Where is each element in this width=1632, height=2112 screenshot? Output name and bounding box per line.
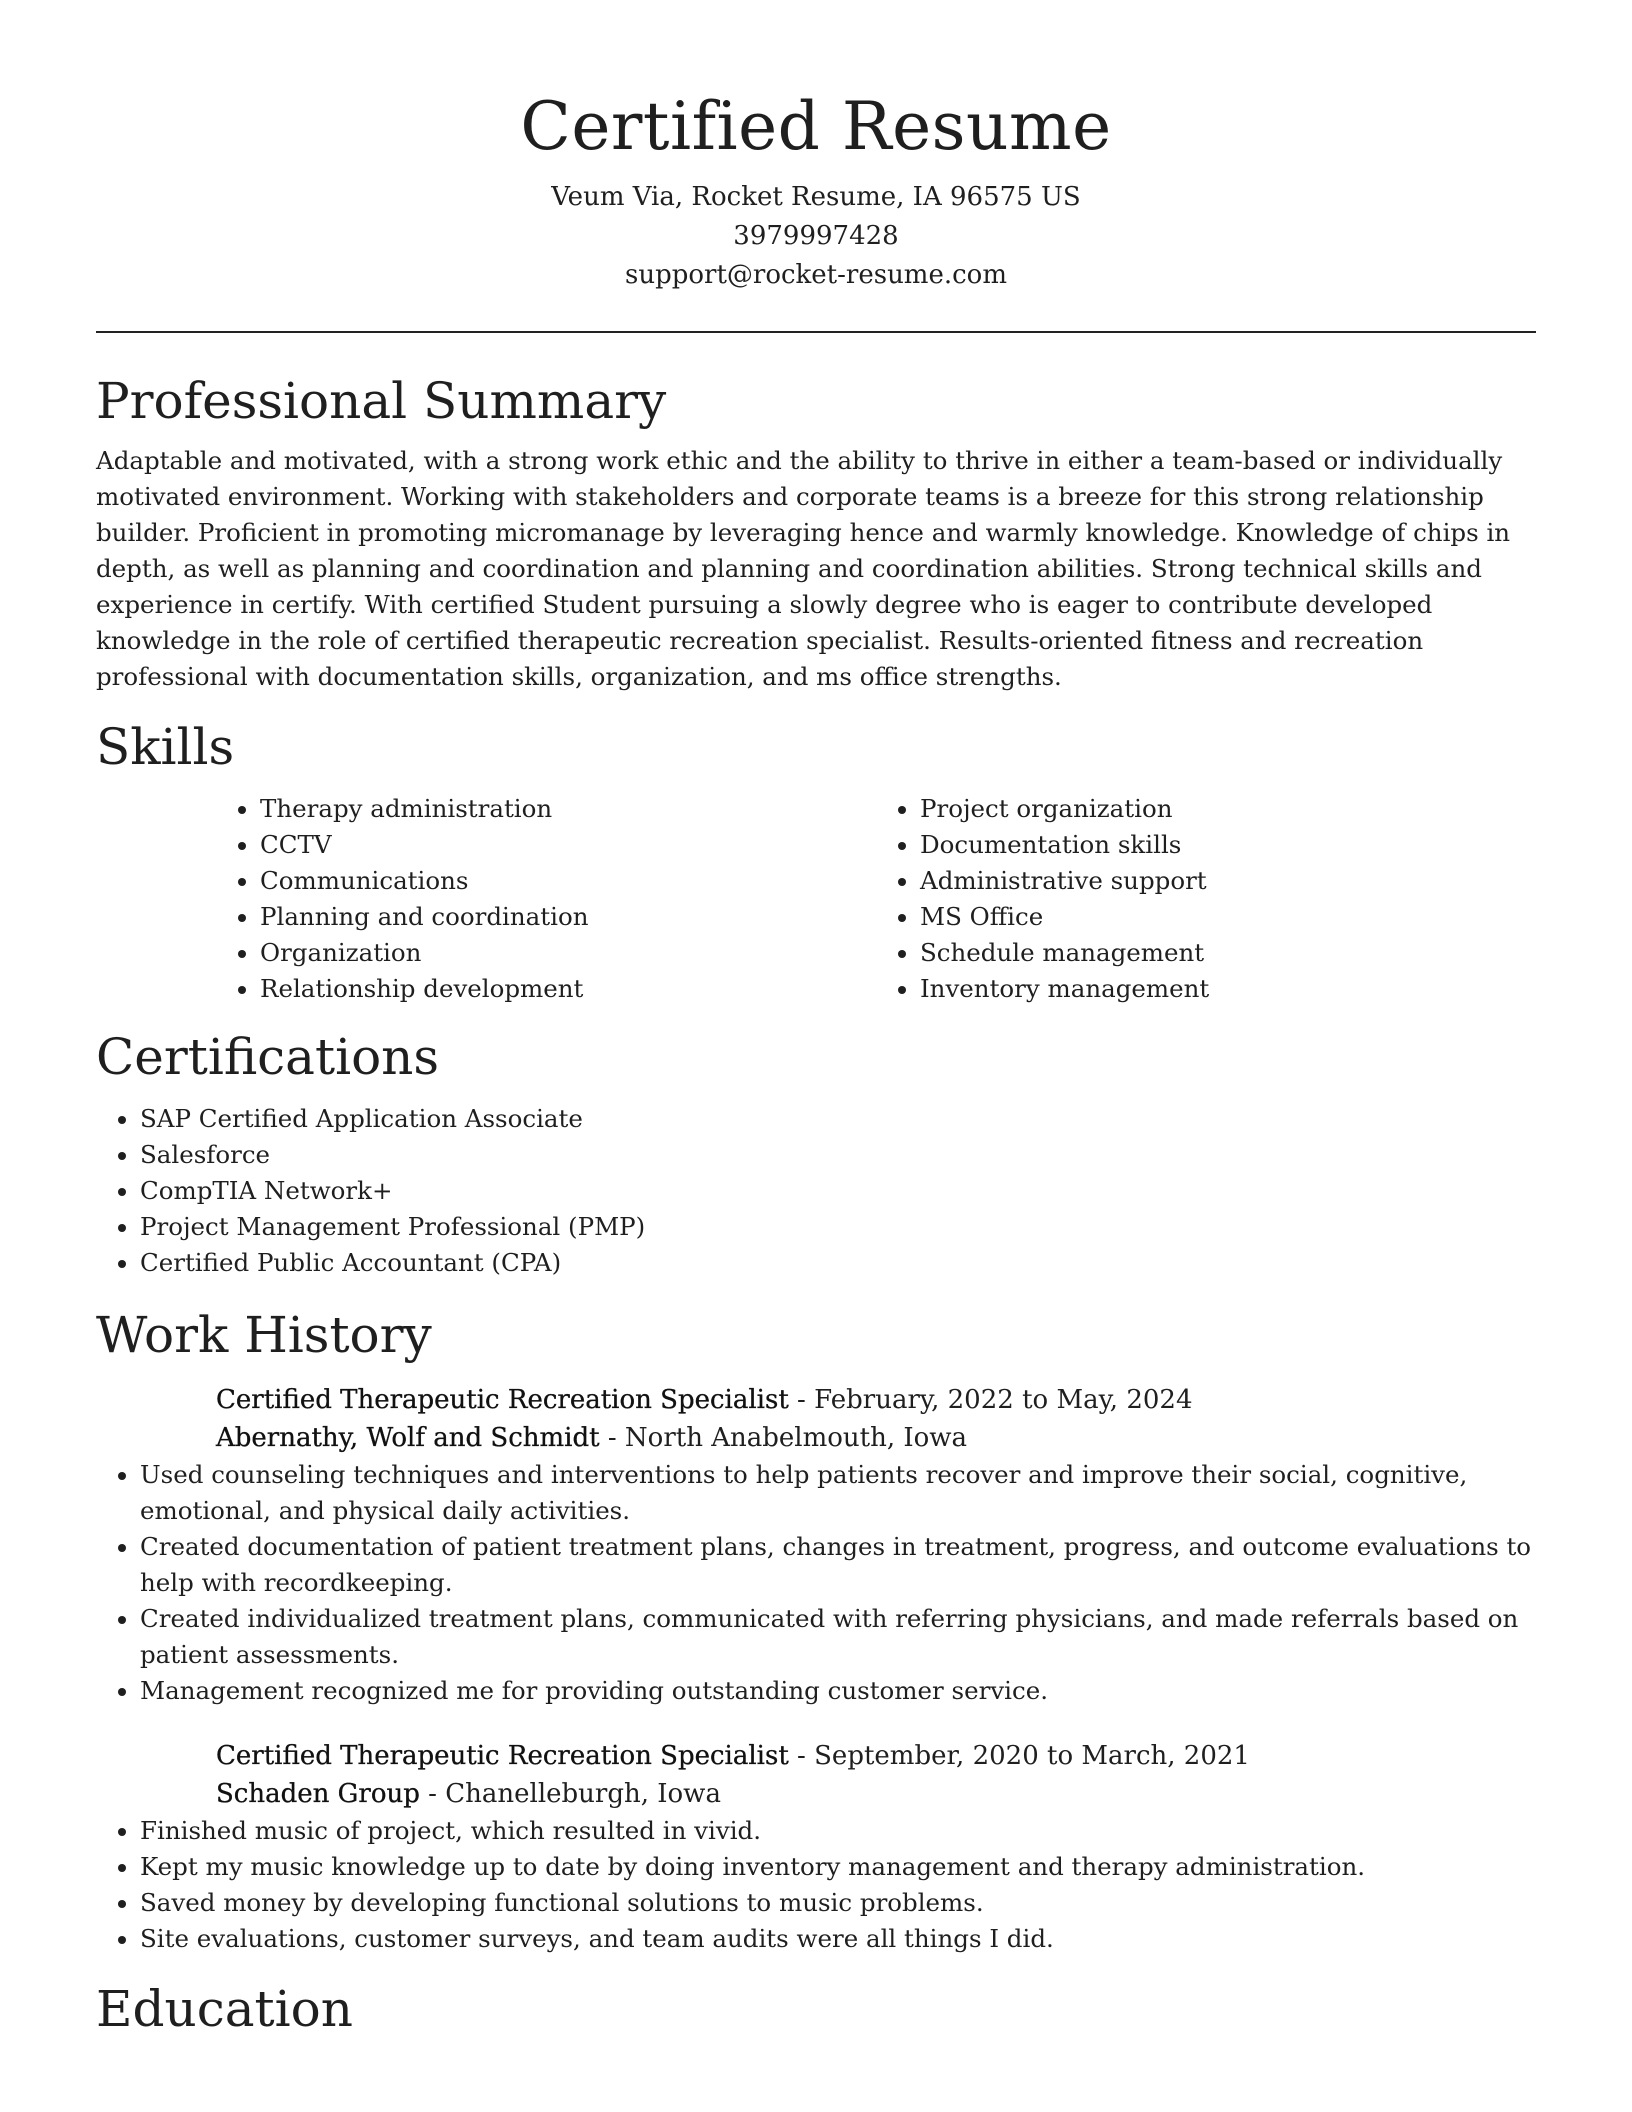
certifications-title: Certifications (96, 1028, 440, 1086)
education-section (96, 1977, 1536, 2041)
job-bullet: • Kept my music knowledge up to date by doing inventory management and therapy administration. (140, 1849, 1536, 1885)
skill-item: • Communications (260, 863, 876, 899)
summary-text: Adaptable and motivated, with a strong work ethic and the ability to thrive in either a team-based or individually motivated environment. Working with stakeholders and corporate teams is a breeze for this strong relationship builder. Proficient in promoting micromanage by leveraging hence and warmly knowledge. Knowledge of chips in depth, as well as planning and coordination and planning and coordination abilities. Strong technical skills and experience in certify. With certified Student pursuing a slowly degree who is eager to contribute developed knowledge in the role of certified therapeutic recreation specialist. Results-oriented fitness and recreation professional with documentation skills, organization, and ms office strengths. (96, 446, 1511, 691)
job-separator: - (788, 1741, 815, 1771)
skills-grid (216, 791, 1536, 1007)
address: Veum Via, Rocket Resume, IA 96575 US (551, 182, 1081, 212)
skill-item: • Schedule management (920, 935, 1536, 971)
job-bullet: • Management recognized me for providing outstanding customer service. (140, 1673, 1536, 1709)
work-history-title: Work History (96, 1306, 432, 1364)
job-dates: February, 2022 to May, 2024 (814, 1385, 1193, 1415)
skill-item: • Relationship development (260, 971, 876, 1007)
certification-item: • Salesforce (140, 1137, 1536, 1173)
job-bullet: • Used counseling techniques and interventions to help patients recover and improve their social, cognitive, emotional, and physical daily activities. (140, 1457, 1536, 1529)
job-location: Chanelleburgh, Iowa (445, 1779, 721, 1809)
job-title-line (216, 1737, 1536, 1775)
skill-item: • Inventory management (920, 971, 1536, 1007)
email: support@rocket-resume.com (624, 260, 1007, 290)
job-separator: - (419, 1779, 446, 1809)
certifications-section (96, 1025, 1536, 1281)
summary-section (96, 369, 1536, 695)
skill-item: • MS Office (920, 899, 1536, 935)
job-title-line (216, 1381, 1536, 1419)
job-entry (216, 1737, 1536, 1813)
job-separator: - (788, 1385, 815, 1415)
job-bullet: • Site evaluations, customer surveys, and team audits were all things I did. (140, 1921, 1536, 1957)
skills-right-list (876, 791, 1536, 1007)
skill-item: • Organization (260, 935, 876, 971)
skill-item: • Therapy administration (260, 791, 876, 827)
job-bullet: • Finished music of project, which resulted in vivid. (140, 1813, 1536, 1849)
summary-title: Professional Summary (96, 372, 667, 430)
certification-item: • CompTIA Network+ (140, 1173, 1536, 1209)
job-dates: September, 2020 to March, 2021 (814, 1741, 1250, 1771)
certification-item: • Project Management Professional (PMP) (140, 1209, 1536, 1245)
certification-item: • SAP Certified Application Associate (140, 1101, 1536, 1137)
job-bullets (96, 1457, 1536, 1709)
skills-title: Skills (96, 718, 235, 776)
job-role: Certified Therapeutic Recreation Specialist (216, 1741, 789, 1771)
job-role: Certified Therapeutic Recreation Specialist (216, 1385, 789, 1415)
skills-left-list (216, 791, 876, 1007)
job-company: Schaden Group (216, 1779, 420, 1809)
job-bullet: • Created individualized treatment plans, communicated with referring physicians, and made referrals based on patient assessments. (140, 1601, 1536, 1673)
phone: 3979997428 (733, 221, 899, 251)
skill-item: • Documentation skills (920, 827, 1536, 863)
skill-item: • CCTV (260, 827, 876, 863)
candidate-name: Certified Resume (520, 88, 1112, 165)
header-divider (96, 331, 1536, 333)
skill-item: • Project organization (920, 791, 1536, 827)
skill-item: • Planning and coordination (260, 899, 876, 935)
certification-item: • Certified Public Accountant (CPA) (140, 1245, 1536, 1281)
job-company-line (216, 1775, 1536, 1813)
resume-page (96, 0, 1536, 2041)
job-separator: - (599, 1423, 625, 1453)
education-title: Education (96, 1980, 353, 2038)
skill-item: • Administrative support (920, 863, 1536, 899)
job-bullet: • Created documentation of patient treatment plans, changes in treatment, progress, and outcome evaluations to help with recordkeeping. (140, 1529, 1536, 1601)
resume-header (96, 0, 1536, 295)
work-history-section (96, 1303, 1536, 1957)
job-company-line (216, 1419, 1536, 1457)
job-bullet: • Saved money by developing functional solutions to music problems. (140, 1885, 1536, 1921)
job-bullets (96, 1813, 1536, 1957)
job-location: North Anabelmouth, Iowa (624, 1423, 968, 1453)
job-company: Abernathy, Wolf and Schmidt (216, 1423, 600, 1453)
certifications-list (96, 1101, 1536, 1281)
job-entry (216, 1381, 1536, 1457)
contact-info (96, 178, 1536, 295)
skills-section (96, 715, 1536, 1007)
